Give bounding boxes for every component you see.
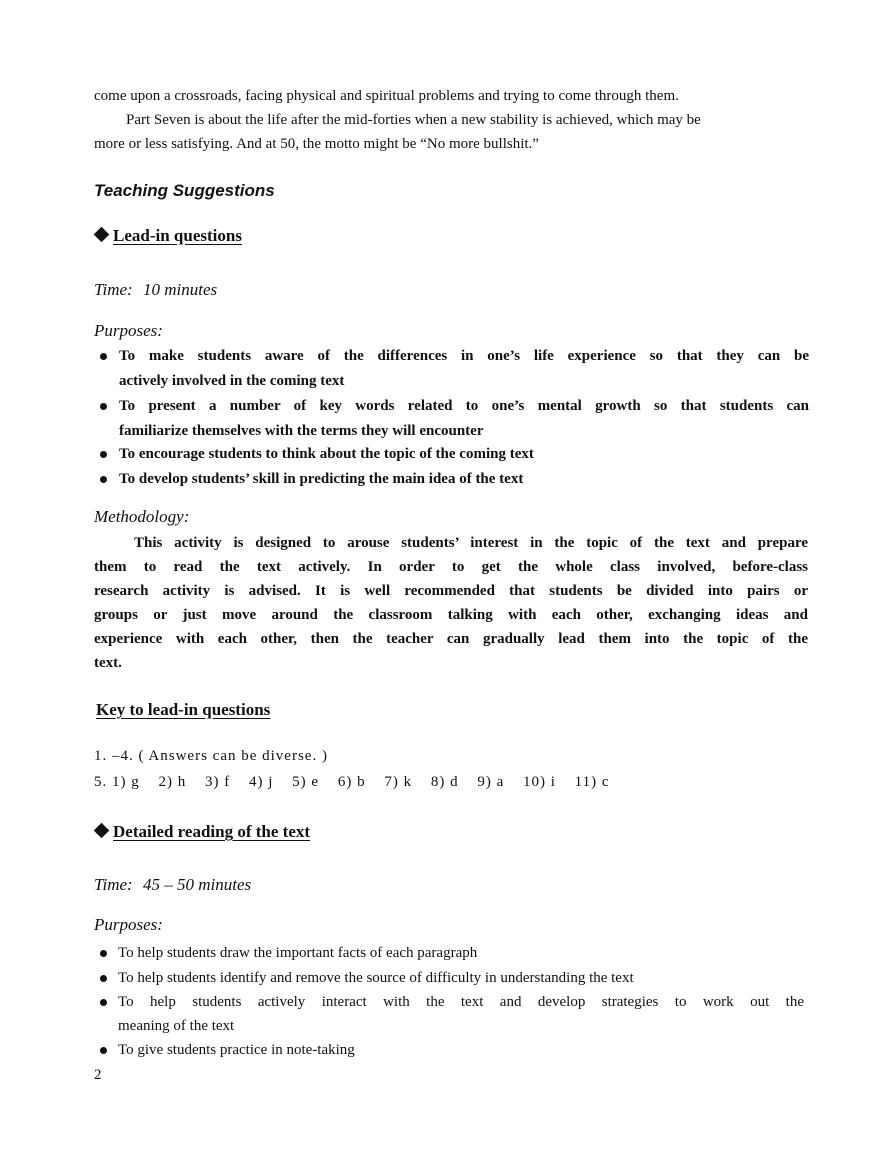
methodology-line-2: them to read the text actively. In order to get the whole class involved, before-class bbox=[94, 559, 808, 575]
detailed-heading-row bbox=[96, 822, 310, 842]
key-answer: 6) b bbox=[337, 774, 366, 790]
key-answer: 5) e bbox=[292, 774, 320, 790]
lead-in-heading-row bbox=[96, 226, 242, 246]
key-answer: 3) f bbox=[205, 774, 231, 790]
diamond-bullet-icon bbox=[94, 227, 110, 243]
key-answer: 2) h bbox=[158, 774, 187, 790]
lead-in-purpose-3: To encourage students to think about the topic of the coming text bbox=[119, 446, 534, 462]
methodology-line-1: This activity is designed to arouse students’ interest in the topic of the text and prepare bbox=[134, 535, 808, 551]
methodology-line-5: experience with each other, then the teacher can gradually lead them into the topic of the bbox=[94, 631, 808, 647]
lead-in-purpose-2-line-2: familiarize themselves with the terms they will encounter bbox=[119, 423, 484, 439]
page-number: 2 bbox=[94, 1067, 102, 1083]
detailed-time bbox=[94, 875, 251, 895]
methodology-line-3: research activity is advised. It is well recommended that students be divided into pairs or bbox=[94, 583, 808, 599]
detailed-heading: Detailed reading of the text bbox=[113, 822, 311, 841]
key-answer: 4) j bbox=[249, 774, 274, 790]
key-answer: 10) i bbox=[522, 774, 556, 790]
bullet-icon bbox=[100, 451, 107, 458]
lead-in-purpose-4: To develop students’ skill in predicting the main idea of the text bbox=[119, 471, 524, 487]
time-value: 45 – 50 minutes bbox=[142, 875, 252, 894]
methodology-label: Methodology: bbox=[94, 507, 190, 526]
time-value: 10 minutes bbox=[142, 280, 218, 299]
detailed-purpose-2: To help students identify and remove the source of difficulty in understanding the text bbox=[118, 970, 634, 986]
detailed-purpose-3-line-2: meaning of the text bbox=[118, 1018, 235, 1034]
bullet-icon bbox=[100, 950, 107, 957]
detailed-purposes-label: Purposes: bbox=[94, 915, 163, 934]
key-answer: 7) k bbox=[384, 774, 413, 790]
key-answers-row bbox=[94, 774, 624, 791]
intro-line-1: come upon a crossroads, facing physical and spiritual problems and trying to come through them. bbox=[94, 88, 679, 104]
detailed-purpose-1: To help students draw the important facts of each paragraph bbox=[118, 945, 478, 961]
key-answer: 5. 1) g bbox=[94, 774, 140, 790]
detailed-purpose-4: To give students practice in note-taking bbox=[118, 1042, 355, 1058]
key-heading: Key to lead-in questions bbox=[96, 700, 271, 719]
time-label: Time: bbox=[94, 280, 133, 299]
bullet-icon bbox=[100, 975, 107, 982]
bullet-icon bbox=[100, 1047, 107, 1054]
lead-in-time bbox=[94, 280, 217, 300]
methodology-line-6: text. bbox=[94, 655, 122, 671]
teaching-suggestions-heading: Teaching Suggestions bbox=[94, 181, 275, 200]
lead-in-purposes-label: Purposes: bbox=[94, 321, 163, 340]
lead-in-purpose-1-line-2: actively involved in the coming text bbox=[119, 373, 345, 389]
lead-in-purpose-1-line-1: To make students aware of the differences in one’s life experience so that they can be bbox=[119, 348, 809, 364]
bullet-icon bbox=[100, 476, 107, 483]
methodology-line-4: groups or just move around the classroom talking with each other, exchanging ideas and bbox=[94, 607, 808, 623]
detailed-purpose-3-line-1: To help students actively interact with the text and develop strategies to work out the bbox=[118, 994, 804, 1010]
key-answer: 9) a bbox=[477, 774, 505, 790]
bullet-icon bbox=[100, 999, 107, 1006]
bullet-icon bbox=[100, 353, 107, 360]
key-answer: 11) c bbox=[574, 774, 610, 790]
key-line-1: 1. –4. ( Answers can be diverse. ) bbox=[94, 748, 328, 764]
lead-in-purpose-2-line-1: To present a number of key words related to one’s mental growth so that students can bbox=[119, 398, 809, 414]
lead-in-heading: Lead-in questions bbox=[113, 226, 242, 245]
bullet-icon bbox=[100, 403, 107, 410]
time-label: Time: bbox=[94, 875, 133, 894]
intro-line-3: more or less satisfying. And at 50, the motto might be “No more bullshit.” bbox=[94, 136, 539, 152]
intro-line-2: Part Seven is about the life after the mid-forties when a new stability is achieved, which may be bbox=[126, 112, 701, 128]
diamond-bullet-icon bbox=[94, 823, 110, 839]
key-answer: 8) d bbox=[430, 774, 459, 790]
